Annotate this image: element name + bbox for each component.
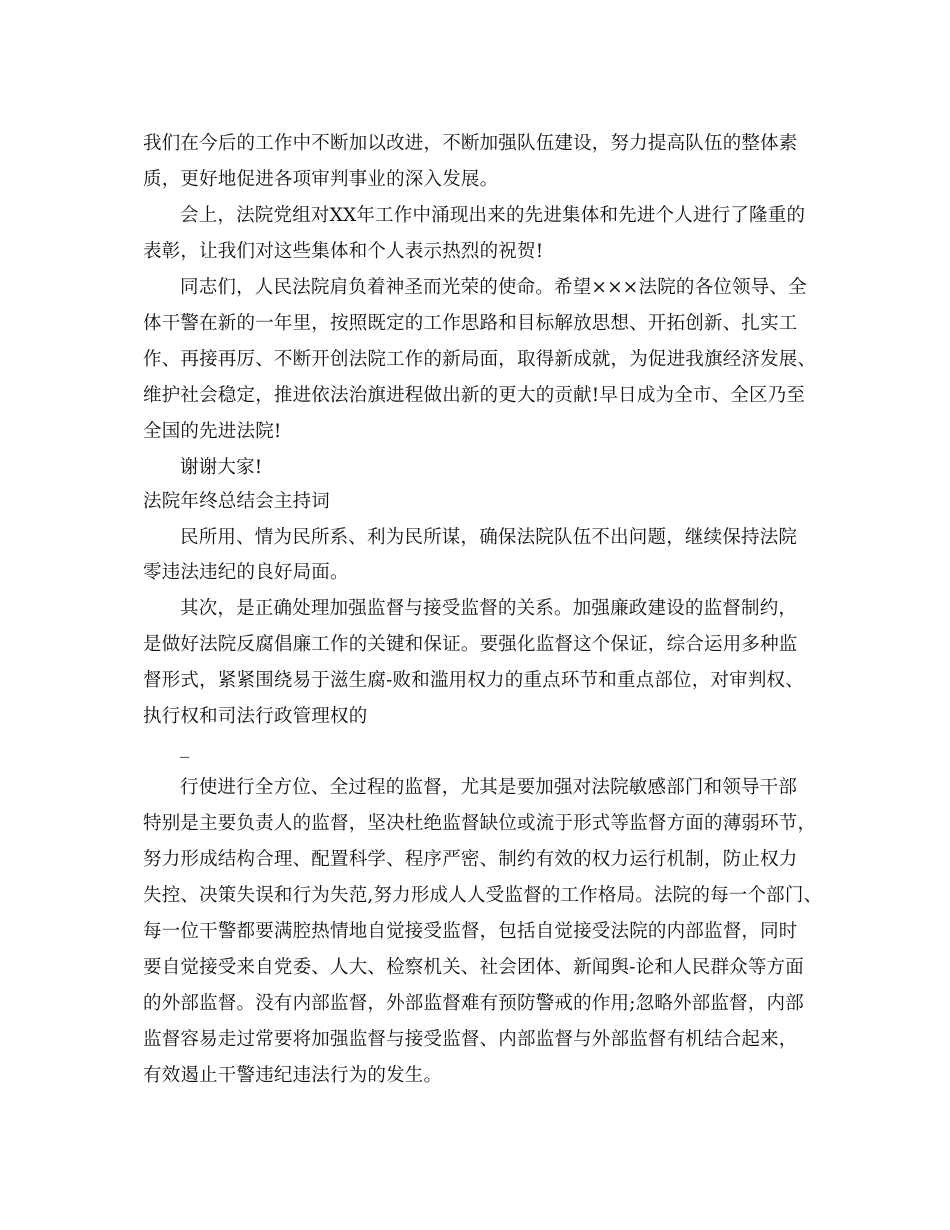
paragraph-line: 表彰，让我们对这些集体和个人表示热烈的祝贺!	[143, 241, 544, 262]
paragraph-line: 有效遏止干警违纪违法行为的发生。	[143, 1065, 443, 1086]
section-heading: 法院年终总结会主持词	[143, 491, 331, 512]
paragraph-line: 特别是主要负责人的监督，坚决杜绝监督缺位或流于形式等监督方面的薄弱环节，	[143, 813, 817, 834]
paragraph-line: 作、再接再厉、不断开创法院工作的新局面，取得新成就，为促进我旗经济发展、	[143, 349, 817, 370]
paragraph-line: 失控、决策失误和行为失范,努力形成人人受监督的工作格局。法院的每一个部门、	[143, 885, 823, 906]
paragraph-line: 会上，法院党组对XX年工作中涌现出来的先进集体和先进个人进行了隆重的	[180, 205, 806, 226]
paragraph-line: 监督容易走过常要将加强监督与接受监督、内部监督与外部监督有机结合起来，	[143, 1029, 798, 1050]
paragraph-line: 督形式，紧紧围绕易于滋生腐-败和滥用权力的重点环节和重点部位，对审判权、	[143, 670, 804, 691]
separator-mark: _	[180, 737, 190, 758]
paragraph-line: 维护社会稳定，推进依法治旗进程做出新的更大的贡献!早日成为全市、全区乃至	[143, 385, 806, 406]
paragraph-line: 行使进行全方位、全过程的监督，尤其是要加强对法院敏感部门和领导干部	[180, 777, 798, 798]
paragraph-line: 民所用、情为民所系、利为民所谋，确保法院队伍不出问题，继续保持法院	[180, 527, 798, 548]
closing-line: 谢谢大家!	[180, 457, 263, 478]
paragraph-line: 要自觉接受来自党委、人大、检察机关、社会团体、新闻舆-论和人民群众等方面	[143, 957, 804, 978]
paragraph-line: 是做好法院反腐倡廉工作的关键和保证。要强化监督这个保证，综合运用多种监	[143, 634, 798, 655]
paragraph-line: 努力形成结构合理、配置科学、程序严密、制约有效的权力运行机制，防止权力	[143, 849, 798, 870]
paragraph-line: 其次，是正确处理加强监督与接受监督的关系。加强廉政建设的监督制约，	[180, 598, 798, 619]
paragraph-line: 全国的先进法院!	[143, 421, 282, 442]
paragraph-line: 体干警在新的一年里，按照既定的工作思路和目标解放思想、开拓创新、扎实工	[143, 313, 798, 334]
paragraph-line: 零违法违纪的良好局面。	[143, 562, 349, 583]
paragraph-line: 同志们，人民法院肩负着神圣而光荣的使命。希望×××法院的各位领导、全	[180, 277, 807, 298]
paragraph-line: 执行权和司法行政管理权的	[143, 706, 368, 727]
paragraph-line: 的外部监督。没有内部监督，外部监督难有预防警戒的作用;忽略外部监督，内部	[143, 993, 804, 1014]
paragraph-line: 我们在今后的工作中不断加以改进，不断加强队伍建设，努力提高队伍的整体素	[143, 133, 798, 154]
paragraph-line: 每一位干警都要满腔热情地自觉接受监督，包括自觉接受法院的内部监督，同时	[143, 921, 798, 942]
paragraph-line: 质，更好地促进各项审判事业的深入发展。	[143, 169, 499, 190]
